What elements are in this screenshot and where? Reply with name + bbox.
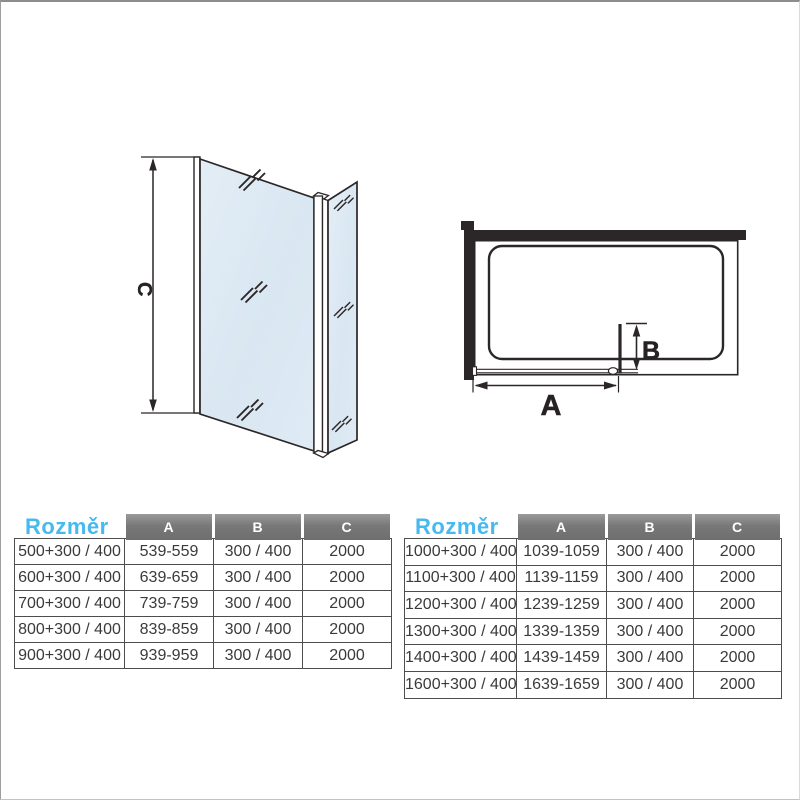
table-cell: 2000	[303, 591, 392, 617]
dim-label-b: B	[642, 337, 661, 365]
table-cell: 2000	[694, 618, 782, 645]
table-cell: 300 / 400	[214, 591, 303, 617]
table-cell: 639-659	[125, 565, 214, 591]
table-cell: 300 / 400	[607, 618, 694, 645]
table-row	[15, 591, 392, 617]
table-cell: 2000	[694, 645, 782, 672]
dim-label-a: A	[540, 390, 562, 422]
table-cell: 2000	[694, 592, 782, 619]
table-cell: 800+300 / 400	[15, 617, 125, 643]
table-row	[15, 565, 392, 591]
table-cell: 300 / 400	[214, 539, 303, 565]
column-header-b: B	[608, 514, 692, 540]
column-header-a: A	[126, 514, 212, 540]
dimension-table	[404, 538, 782, 699]
dimension-a	[473, 376, 619, 422]
table-cell: 300 / 400	[607, 539, 694, 566]
dimension-table	[14, 538, 392, 669]
table-cell: 1000+300 / 400	[405, 539, 517, 566]
table-cell: 2000	[694, 671, 782, 698]
table-header-strip	[14, 514, 391, 539]
table-cell: 2000	[303, 565, 392, 591]
table-cell: 1039-1059	[517, 539, 607, 566]
table-cell: 539-559	[125, 539, 214, 565]
table-row	[15, 539, 392, 565]
table-row	[15, 643, 392, 669]
table-cell: 2000	[303, 643, 392, 669]
table-cell: 300 / 400	[607, 565, 694, 592]
table-title: Rozměr	[415, 514, 499, 539]
arrow-left-icon	[475, 382, 488, 390]
table-row	[405, 565, 782, 592]
table-cell: 700+300 / 400	[15, 591, 125, 617]
wall-profile	[194, 157, 200, 413]
column-header-a: A	[518, 514, 605, 540]
column-header-b: B	[215, 514, 301, 540]
table-row	[405, 645, 782, 672]
size-table-left	[14, 514, 391, 669]
table-row	[405, 671, 782, 698]
table-cell: 1639-1659	[517, 671, 607, 698]
table-row	[15, 617, 392, 643]
table-cell: 2000	[694, 565, 782, 592]
table-cell: 2000	[303, 539, 392, 565]
technical-diagrams	[1, 2, 800, 507]
wall-notch	[461, 221, 465, 230]
table-title: Rozměr	[25, 514, 109, 539]
table-cell: 300 / 400	[214, 643, 303, 669]
table-cell: 300 / 400	[607, 671, 694, 698]
table-cell: 300 / 400	[214, 565, 303, 591]
table-cell: 1200+300 / 400	[405, 592, 517, 619]
column-header-c: C	[695, 514, 780, 540]
table-cell: 1339-1359	[517, 618, 607, 645]
table-cell: 939-959	[125, 643, 214, 669]
table-cell: 1100+300 / 400	[405, 565, 517, 592]
table-row	[405, 539, 782, 566]
screen-end-cap	[608, 368, 617, 375]
table-cell: 2000	[303, 617, 392, 643]
table-cell: 1139-1159	[517, 565, 607, 592]
front-view-diagram	[133, 157, 357, 458]
arrow-down-icon	[149, 400, 157, 413]
table-cell: 1400+300 / 400	[405, 645, 517, 672]
table-cell: 1239-1259	[517, 592, 607, 619]
connector-profile	[314, 193, 329, 458]
table-cell: 300 / 400	[607, 592, 694, 619]
table-cell: 739-759	[125, 591, 214, 617]
table-row	[405, 618, 782, 645]
table-cell: 600+300 / 400	[15, 565, 125, 591]
table-cell: 839-859	[125, 617, 214, 643]
top-view-diagram	[461, 221, 746, 422]
table-cell: 300 / 400	[607, 645, 694, 672]
table-cell: 2000	[694, 539, 782, 566]
size-table-right	[404, 514, 781, 699]
table-cell: 900+300 / 400	[15, 643, 125, 669]
table-row	[405, 592, 782, 619]
return-glass-panel	[328, 182, 357, 453]
bathtub-inner-rim	[489, 246, 723, 359]
table-cell: 500+300 / 400	[15, 539, 125, 565]
table-cell: 1300+300 / 400	[405, 618, 517, 645]
arrow-up-icon	[149, 158, 157, 171]
table-header-strip	[404, 514, 781, 539]
dim-label-c: C	[133, 282, 155, 297]
fixed-glass-panel	[200, 159, 314, 451]
wall-top	[474, 230, 746, 240]
dimension-c	[133, 157, 200, 413]
table-cell: 1439-1459	[517, 645, 607, 672]
column-header-c: C	[304, 514, 390, 540]
table-cell: 1600+300 / 400	[405, 671, 517, 698]
screen-wall-bracket	[473, 367, 477, 376]
arrow-right-icon	[604, 382, 617, 390]
table-cell: 300 / 400	[214, 617, 303, 643]
wall-left	[464, 221, 474, 380]
